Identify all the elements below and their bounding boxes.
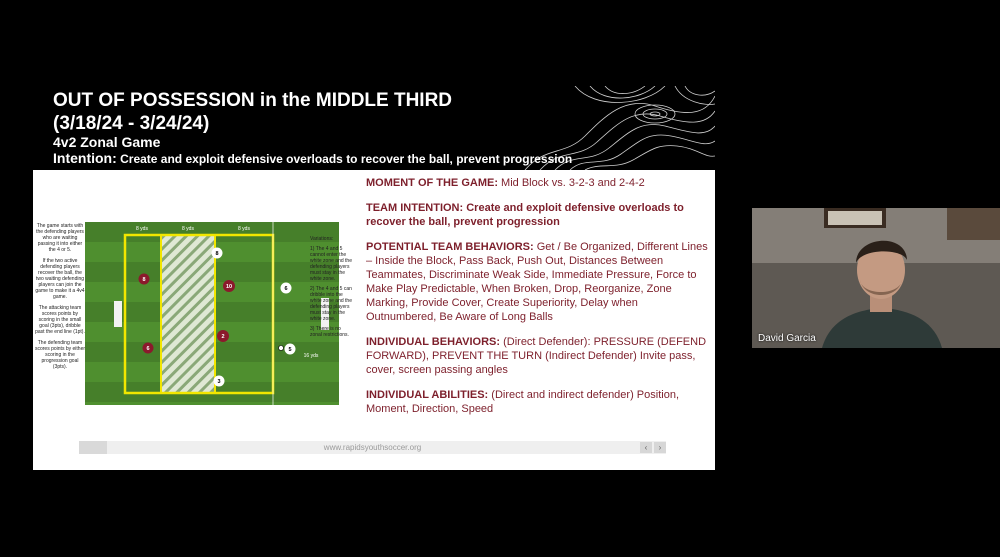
player-number: 6 <box>146 346 150 352</box>
zone-label: 8 yds <box>136 226 148 232</box>
slide-body <box>33 170 715 470</box>
player-number: 2 <box>221 334 225 340</box>
left-note: The game starts with the defending players who are waiting passing it into either the 4 or 5. <box>36 223 84 253</box>
individual-abilities-text: (Direct and indirect defender) Position, Moment, Direction, Speed <box>366 389 679 415</box>
player-number: 3 <box>217 379 221 385</box>
moment-of-game <box>366 176 711 190</box>
player-number: 8 <box>215 251 219 257</box>
moment-label: MOMENT OF THE GAME: <box>366 177 498 189</box>
player-number: 8 <box>142 277 146 283</box>
slide-dates: (3/18/24 - 3/24/24) <box>53 113 210 134</box>
variations-title: Variations: <box>310 236 334 242</box>
variation-item: 2) The 4 and 5 can dribble into the white zone and the defending players must stay in the white zone. <box>310 286 352 322</box>
potential-behaviors <box>366 240 711 324</box>
slide-header <box>33 86 715 170</box>
player-number: 10 <box>225 284 233 290</box>
potential-text: Get / Be Organized, Different Lines – Inside the Block, Pass Back, Push Out, Distances Between Teammates, Discriminate Weak Side, Immediate Pressure, Force to Make Play Predictable, When Broken, Drop, Reorganize, Zone Marking, Provide Cover, Create Superiority, Delay when Outnumbered, Be Aware of Long Balls <box>366 241 708 323</box>
variation-item: 3) There is no zonal restrictions. <box>310 326 349 338</box>
slide-footer <box>79 441 666 454</box>
zone-label: 8 yds <box>238 226 250 232</box>
small-goal-icon <box>114 301 122 327</box>
individual-behaviors-text: (Direct Defender): PRESSURE (DEFEND FORWARD), PREVENT THE TURN (Indirect Defender) Invite pass, cover, screen passing angles <box>366 336 707 376</box>
slide-game-name: 4v2 Zonal Game <box>53 134 161 150</box>
variations-notes <box>310 236 354 342</box>
slide-intention <box>53 150 572 167</box>
intention-label: Intention: <box>53 150 117 166</box>
zone-label: 8 yds <box>182 226 194 232</box>
individual-behaviors-label: INDIVIDUAL BEHAVIORS: <box>366 336 501 348</box>
session-description <box>366 176 711 427</box>
potential-label: POTENTIAL TEAM BEHAVIORS: <box>366 241 534 253</box>
next-slide-button[interactable]: › <box>654 442 666 453</box>
team-intention-label: TEAM INTENTION: <box>366 202 464 214</box>
left-note: The attacking team scores points by scoring in the small goal (3pts), dribble past the end line (1pt). <box>35 305 85 335</box>
participant-name: David Garcia <box>758 333 816 344</box>
left-notes <box>34 223 86 375</box>
prev-slide-button[interactable]: ‹ <box>640 442 652 453</box>
participant-video <box>752 208 1000 348</box>
team-intention <box>366 201 711 229</box>
player-number: 5 <box>288 347 292 353</box>
individual-abilities-label: INDIVIDUAL ABILITIES: <box>366 389 489 401</box>
individual-abilities <box>366 388 711 416</box>
left-note: If the two active defending players recover the ball, the two waiting defending players can join the game to make it a 4v4 game. <box>35 258 85 300</box>
ball-icon <box>279 346 284 351</box>
slide-title: OUT OF POSSESSION in the MIDDLE THIRD <box>53 90 453 111</box>
participant-video-tile[interactable] <box>752 208 1000 348</box>
team-intention-text: Create and exploit defensive overloads to recover the ball, prevent progression <box>366 202 684 228</box>
player-number: 6 <box>284 286 288 292</box>
individual-behaviors <box>366 335 711 377</box>
pitch-diagram <box>85 222 339 405</box>
left-note: The defending team scores points by either scoring in the progression goal (3pts). <box>34 340 86 370</box>
side-label: 16 yds <box>303 353 319 359</box>
variation-item: 1) The 4 and 5 cannot enter the white zone and the defending players must stay in the white zone. <box>310 246 352 282</box>
footer-url[interactable]: www.rapidsyouthsoccer.org <box>323 443 422 452</box>
moment-text: Mid Block vs. 3-2-3 and 2-4-2 <box>498 177 645 189</box>
intention-text: Create and exploit defensive overloads to recover the ball, prevent progression <box>120 152 573 166</box>
